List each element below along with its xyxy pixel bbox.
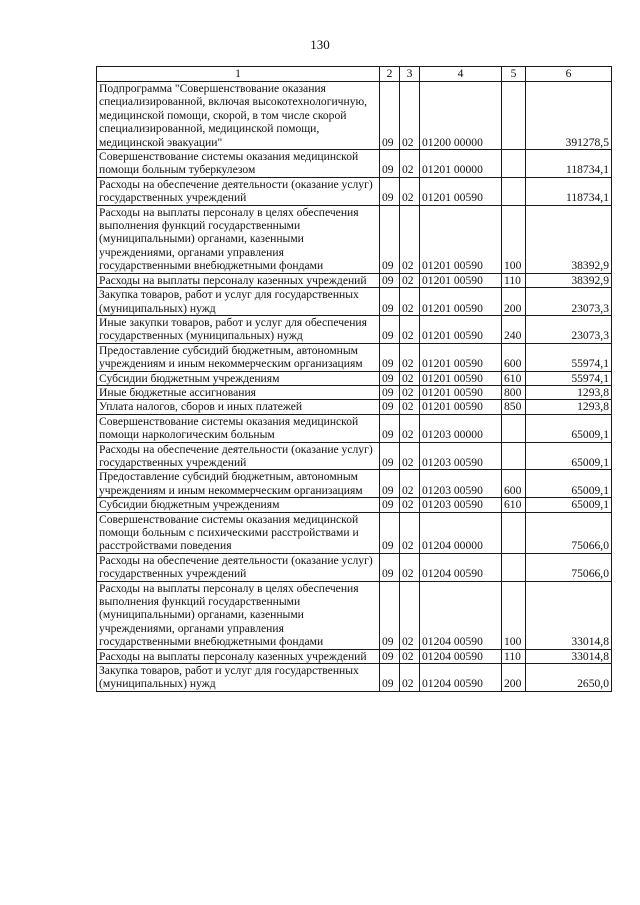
row-amount: 33014,8 bbox=[526, 649, 612, 663]
row-code-3: 02 bbox=[400, 470, 420, 498]
row-code-2: 09 bbox=[380, 553, 400, 581]
row-expense-type bbox=[502, 553, 526, 581]
row-code-3: 02 bbox=[400, 343, 420, 371]
table-row bbox=[97, 315, 612, 343]
row-amount: 33014,8 bbox=[526, 581, 612, 649]
page-number: 130 bbox=[310, 37, 330, 52]
row-code-2: 09 bbox=[380, 371, 400, 385]
row-code-3: 02 bbox=[400, 400, 420, 414]
table-row bbox=[97, 442, 612, 470]
row-expense-type: 100 bbox=[502, 205, 526, 273]
row-amount: 118734,1 bbox=[526, 177, 612, 205]
row-code-2: 09 bbox=[380, 470, 400, 498]
header-col-2: 2 bbox=[380, 67, 400, 82]
row-amount: 65009,1 bbox=[526, 442, 612, 470]
header-row bbox=[97, 67, 612, 82]
row-code-3: 02 bbox=[400, 414, 420, 442]
table-row bbox=[97, 385, 612, 399]
row-code-3: 02 bbox=[400, 288, 420, 316]
row-code-2: 09 bbox=[380, 581, 400, 649]
table-row bbox=[97, 82, 612, 150]
row-amount: 55974,1 bbox=[526, 343, 612, 371]
row-target-code: 01204 00590 bbox=[420, 649, 502, 663]
row-code-2: 09 bbox=[380, 400, 400, 414]
row-expense-type: 610 bbox=[502, 371, 526, 385]
budget-table bbox=[96, 66, 612, 692]
row-target-code: 01201 00590 bbox=[420, 205, 502, 273]
row-expense-type bbox=[502, 414, 526, 442]
row-name: Иные закупки товаров, работ и услуг для обеспечения государственных (муниципальных) нужд bbox=[97, 315, 380, 343]
row-name: Подпрограмма "Совершенствование оказания специализированной, включая высокотехнологичную, медицинской помощи, скорой, в том числе скорой специализированной, медицинской помощи, медицинской эвакуации" bbox=[97, 82, 380, 150]
row-name: Закупка товаров, работ и услуг для государственных (муниципальных) нужд bbox=[97, 664, 380, 692]
header-col-5: 5 bbox=[502, 67, 526, 82]
row-name: Закупка товаров, работ и услуг для государственных (муниципальных) нужд bbox=[97, 288, 380, 316]
table-row bbox=[97, 498, 612, 512]
row-target-code: 01200 00000 bbox=[420, 82, 502, 150]
table-row bbox=[97, 273, 612, 287]
row-expense-type: 600 bbox=[502, 343, 526, 371]
table-row bbox=[97, 205, 612, 273]
row-code-2: 09 bbox=[380, 498, 400, 512]
row-code-3: 02 bbox=[400, 273, 420, 287]
row-code-3: 02 bbox=[400, 371, 420, 385]
row-expense-type bbox=[502, 512, 526, 553]
table-row bbox=[97, 581, 612, 649]
table-row bbox=[97, 470, 612, 498]
row-target-code: 01204 00000 bbox=[420, 512, 502, 553]
row-name: Расходы на выплаты персоналу в целях обеспечения выполнения функций государственными (муниципальными) органами, казенными учреждениями, органами управления государственными внебюджетными фондами bbox=[97, 205, 380, 273]
row-code-3: 02 bbox=[400, 442, 420, 470]
table-row bbox=[97, 649, 612, 663]
row-code-3: 02 bbox=[400, 664, 420, 692]
row-code-3: 02 bbox=[400, 649, 420, 663]
row-code-2: 09 bbox=[380, 664, 400, 692]
row-expense-type: 800 bbox=[502, 385, 526, 399]
row-code-2: 09 bbox=[380, 442, 400, 470]
row-amount: 2650,0 bbox=[526, 664, 612, 692]
row-target-code: 01203 00590 bbox=[420, 470, 502, 498]
row-amount: 38392,9 bbox=[526, 205, 612, 273]
header-col-6: 6 bbox=[526, 67, 612, 82]
row-target-code: 01204 00590 bbox=[420, 581, 502, 649]
row-target-code: 01203 00590 bbox=[420, 442, 502, 470]
row-target-code: 01201 00590 bbox=[420, 288, 502, 316]
row-amount: 65009,1 bbox=[526, 470, 612, 498]
row-code-2: 09 bbox=[380, 288, 400, 316]
row-target-code: 01203 00000 bbox=[420, 414, 502, 442]
row-amount: 391278,5 bbox=[526, 82, 612, 150]
table-row bbox=[97, 400, 612, 414]
row-expense-type: 200 bbox=[502, 288, 526, 316]
row-code-3: 02 bbox=[400, 205, 420, 273]
row-name: Расходы на выплаты персоналу в целях обеспечения выполнения функций государственными (муниципальными) органами, казенными учреждениями, органами управления государственными внебюджетными фондами bbox=[97, 581, 380, 649]
row-target-code: 01201 00590 bbox=[420, 371, 502, 385]
row-name: Субсидии бюджетным учреждениям bbox=[97, 371, 380, 385]
row-name: Расходы на обеспечение деятельности (оказание услуг) государственных учреждений bbox=[97, 177, 380, 205]
row-expense-type: 610 bbox=[502, 498, 526, 512]
row-code-3: 02 bbox=[400, 581, 420, 649]
row-target-code: 01201 00590 bbox=[420, 385, 502, 399]
header-col-4: 4 bbox=[420, 67, 502, 82]
row-code-3: 02 bbox=[400, 150, 420, 178]
row-code-2: 09 bbox=[380, 273, 400, 287]
row-target-code: 01201 00590 bbox=[420, 177, 502, 205]
row-name: Расходы на обеспечение деятельности (оказание услуг) государственных учреждений bbox=[97, 442, 380, 470]
row-target-code: 01204 00590 bbox=[420, 664, 502, 692]
row-expense-type: 240 bbox=[502, 315, 526, 343]
row-expense-type bbox=[502, 442, 526, 470]
row-amount: 75066,0 bbox=[526, 553, 612, 581]
row-code-2: 09 bbox=[380, 343, 400, 371]
row-code-2: 09 bbox=[380, 150, 400, 178]
row-code-3: 02 bbox=[400, 498, 420, 512]
row-amount: 118734,1 bbox=[526, 150, 612, 178]
table-row bbox=[97, 414, 612, 442]
row-name: Предоставление субсидий бюджетным, автономным учреждениям и иным некоммерческим организациям bbox=[97, 470, 380, 498]
table-row bbox=[97, 664, 612, 692]
row-code-3: 02 bbox=[400, 315, 420, 343]
row-code-2: 09 bbox=[380, 512, 400, 553]
row-target-code: 01203 00590 bbox=[420, 498, 502, 512]
row-name: Предоставление субсидий бюджетным, автономным учреждениям и иным некоммерческим организациям bbox=[97, 343, 380, 371]
row-name: Расходы на выплаты персоналу казенных учреждений bbox=[97, 273, 380, 287]
row-expense-type: 850 bbox=[502, 400, 526, 414]
row-name: Совершенствование системы оказания медицинской помощи наркологическим больным bbox=[97, 414, 380, 442]
table-row bbox=[97, 553, 612, 581]
row-code-3: 02 bbox=[400, 553, 420, 581]
row-expense-type bbox=[502, 150, 526, 178]
table-row bbox=[97, 371, 612, 385]
row-expense-type: 600 bbox=[502, 470, 526, 498]
row-amount: 65009,1 bbox=[526, 498, 612, 512]
row-amount: 1293,8 bbox=[526, 385, 612, 399]
row-code-3: 02 bbox=[400, 512, 420, 553]
row-amount: 23073,3 bbox=[526, 315, 612, 343]
row-code-2: 09 bbox=[380, 205, 400, 273]
row-amount: 38392,9 bbox=[526, 273, 612, 287]
row-name: Субсидии бюджетным учреждениям bbox=[97, 498, 380, 512]
table-row bbox=[97, 150, 612, 178]
table-row bbox=[97, 512, 612, 553]
row-expense-type bbox=[502, 82, 526, 150]
row-expense-type: 110 bbox=[502, 273, 526, 287]
table-row bbox=[97, 343, 612, 371]
row-name: Совершенствование системы оказания медицинской помощи больным туберкулезом bbox=[97, 150, 380, 178]
row-code-2: 09 bbox=[380, 177, 400, 205]
row-code-2: 09 bbox=[380, 649, 400, 663]
row-amount: 55974,1 bbox=[526, 371, 612, 385]
row-expense-type: 100 bbox=[502, 581, 526, 649]
row-expense-type: 110 bbox=[502, 649, 526, 663]
row-amount: 75066,0 bbox=[526, 512, 612, 553]
header-col-1: 1 bbox=[97, 67, 380, 82]
row-code-2: 09 bbox=[380, 82, 400, 150]
row-target-code: 01201 00590 bbox=[420, 315, 502, 343]
table-row bbox=[97, 177, 612, 205]
row-target-code: 01204 00590 bbox=[420, 553, 502, 581]
row-code-3: 02 bbox=[400, 82, 420, 150]
row-amount: 65009,1 bbox=[526, 414, 612, 442]
row-expense-type: 200 bbox=[502, 664, 526, 692]
row-code-2: 09 bbox=[380, 385, 400, 399]
table-row bbox=[97, 288, 612, 316]
row-amount: 1293,8 bbox=[526, 400, 612, 414]
header-col-3: 3 bbox=[400, 67, 420, 82]
row-target-code: 01201 00000 bbox=[420, 150, 502, 178]
row-code-2: 09 bbox=[380, 414, 400, 442]
row-name: Совершенствование системы оказания медицинской помощи больным с психическими расстройствами и расстройствами поведения bbox=[97, 512, 380, 553]
row-amount: 23073,3 bbox=[526, 288, 612, 316]
row-code-3: 02 bbox=[400, 385, 420, 399]
row-name: Уплата налогов, сборов и иных платежей bbox=[97, 400, 380, 414]
row-code-3: 02 bbox=[400, 177, 420, 205]
row-target-code: 01201 00590 bbox=[420, 343, 502, 371]
row-name: Расходы на обеспечение деятельности (оказание услуг) государственных учреждений bbox=[97, 553, 380, 581]
row-name: Расходы на выплаты персоналу казенных учреждений bbox=[97, 649, 380, 663]
row-code-2: 09 bbox=[380, 315, 400, 343]
row-target-code: 01201 00590 bbox=[420, 400, 502, 414]
row-expense-type bbox=[502, 177, 526, 205]
row-name: Иные бюджетные ассигнования bbox=[97, 385, 380, 399]
row-target-code: 01201 00590 bbox=[420, 273, 502, 287]
